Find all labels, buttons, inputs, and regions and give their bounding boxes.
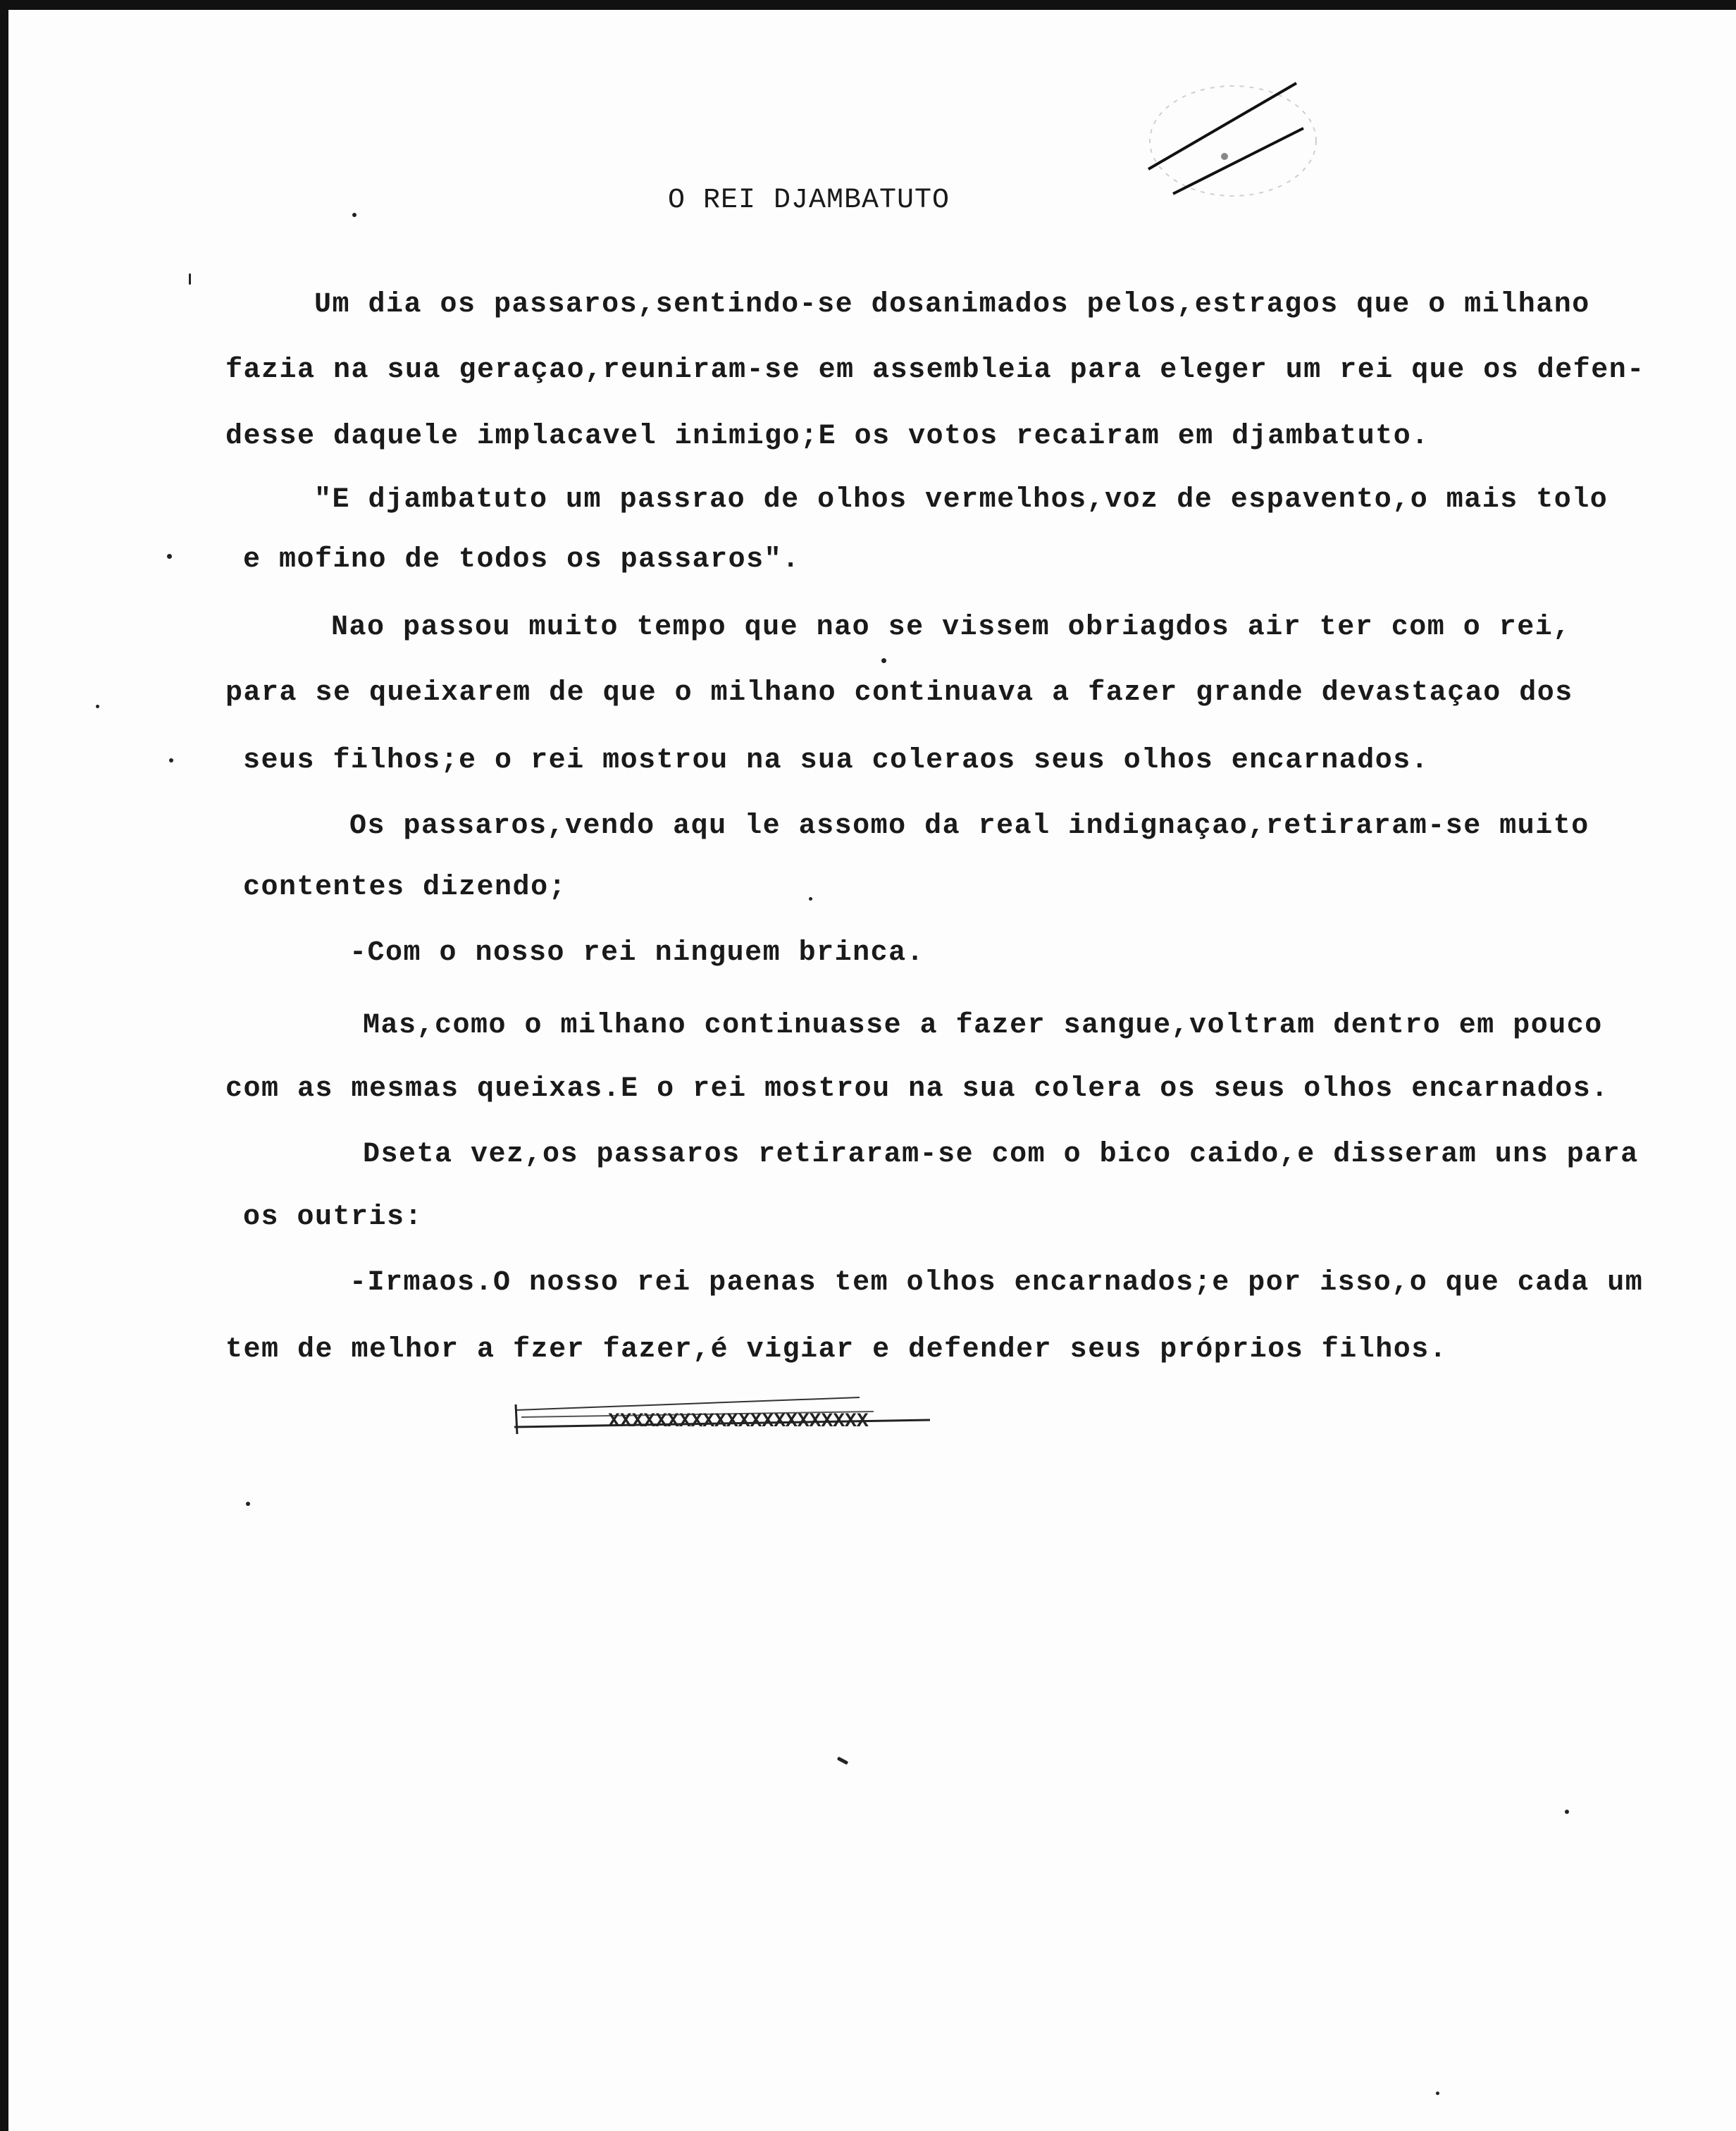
speck bbox=[189, 273, 191, 285]
speck bbox=[167, 554, 172, 559]
scan-border-left bbox=[0, 0, 8, 2131]
text-line-7: para se queixarem de que o milhano continuava a fazer grande devastaçao dos bbox=[225, 677, 1573, 709]
speck bbox=[246, 1502, 250, 1506]
speck bbox=[881, 658, 886, 663]
text-line-8: seus filhos;e o rei mostrou na sua coleraos seus olhos encarnados. bbox=[243, 745, 1430, 777]
text-line-11: -Com o nosso rei ninguem brinca. bbox=[349, 937, 925, 969]
speck bbox=[809, 897, 812, 901]
crossed-out-text: XXXXXXXXXXXXXXXXXXXXXX bbox=[608, 1411, 869, 1433]
speck bbox=[837, 1757, 848, 1765]
text-line-1: Um dia os passaros,sentindo-se dosanimados pelos,estragos que o milhano bbox=[314, 289, 1590, 321]
text-line-14: Dseta vez,os passaros retiraram-se com o bico caido,e disseram uns para bbox=[363, 1139, 1639, 1170]
text-line-10: contentes dizendo; bbox=[243, 872, 567, 903]
speck bbox=[352, 213, 356, 217]
text-line-12: Mas,como o milhano continuasse a fazer sangue,voltram dentro em pouco bbox=[363, 1010, 1603, 1042]
text-line-3: desse daquele implacavel inimigo;E os votos recairam em djambatuto. bbox=[225, 421, 1430, 452]
speck bbox=[1565, 1810, 1569, 1814]
pen-mark-stamp bbox=[1134, 78, 1325, 204]
text-line-5: e mofino de todos os passaros". bbox=[243, 544, 800, 576]
speck bbox=[1436, 2092, 1439, 2095]
text-line-2: fazia na sua geraçao,reuniram-se em assembleia para eleger um rei que os defen- bbox=[225, 354, 1645, 386]
text-line-17: tem de melhor a fzer fazer,é vigiar e defender seus próprios filhos. bbox=[225, 1334, 1448, 1366]
text-line-9: Os passaros,vendo aqu le assomo da real indignaçao,retiraram-se muito bbox=[349, 810, 1589, 842]
text-line-16: -Irmaos.O nosso rei paenas tem olhos encarnados;e por isso,o que cada um bbox=[349, 1267, 1644, 1299]
text-line-6: Nao passou muito tempo que nao se vissem obriagdos air ter com o rei, bbox=[331, 612, 1571, 643]
scan-border-top bbox=[0, 0, 1736, 10]
speck bbox=[169, 758, 173, 762]
text-line-4: "E djambatuto um passrao de olhos vermelhos,voz de espavento,o mais tolo bbox=[314, 484, 1608, 516]
text-line-13: com as mesmas queixas.E o rei mostrou na sua colera os seus olhos encarnados. bbox=[225, 1073, 1609, 1105]
speck bbox=[96, 705, 99, 708]
text-line-15: os outris: bbox=[243, 1202, 423, 1233]
document-title: O REI DJAMBATUTO bbox=[668, 185, 950, 216]
